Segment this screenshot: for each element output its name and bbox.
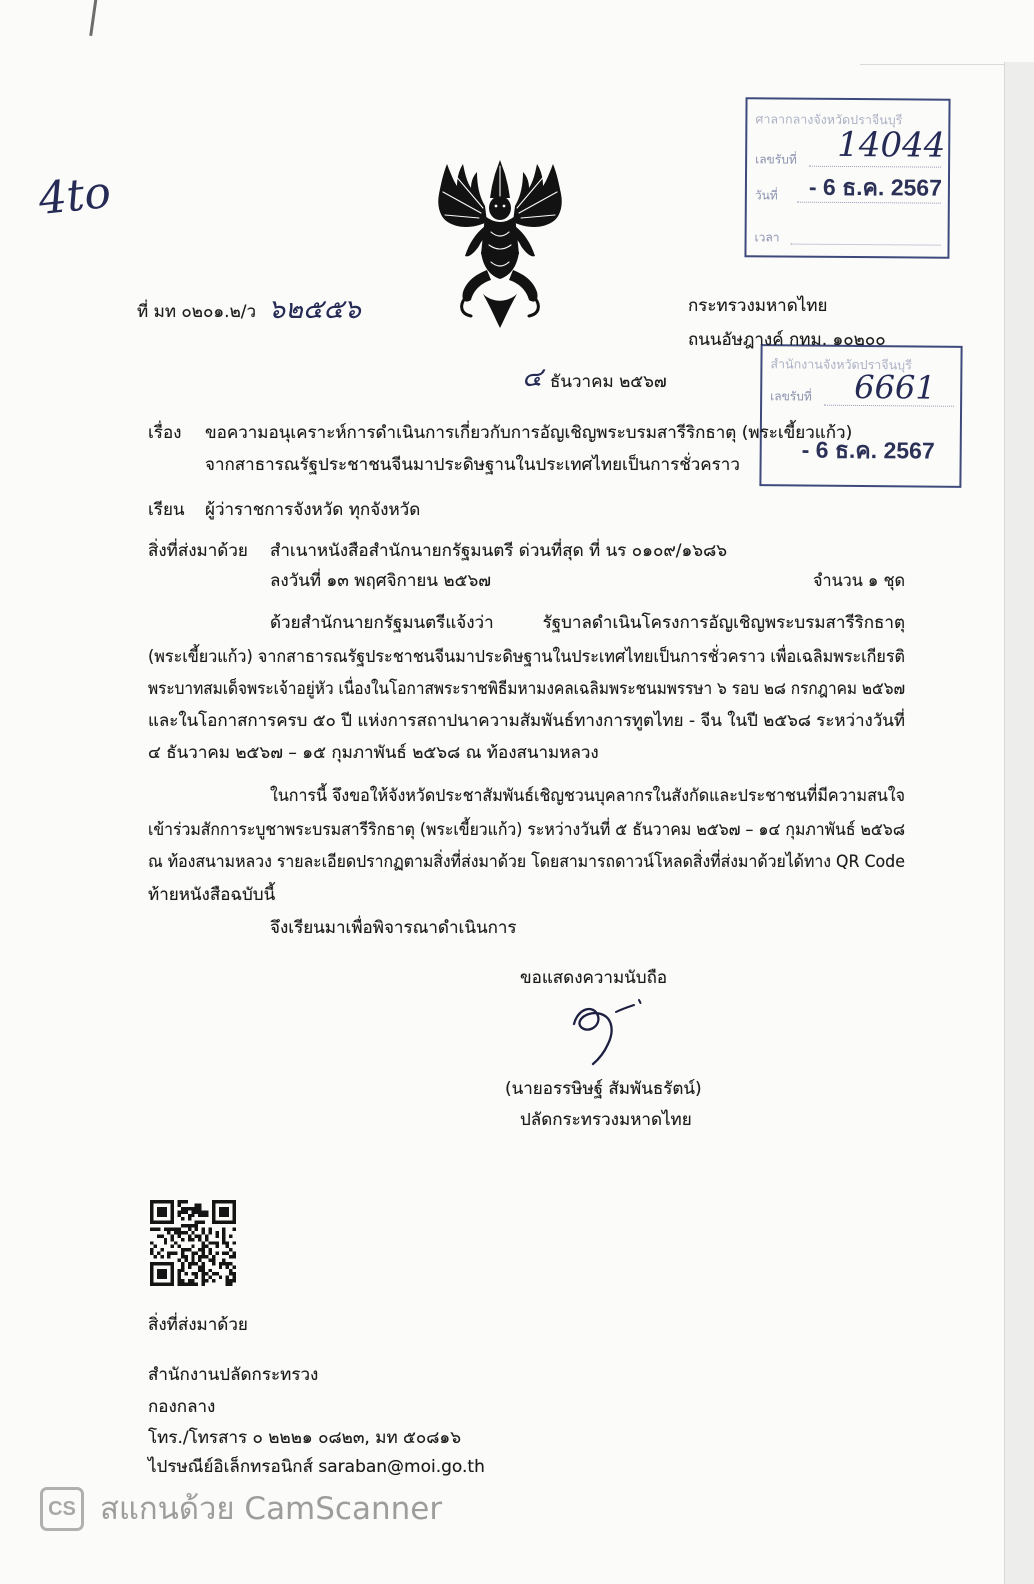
signatory-title: ปลัดกระทรวงมหาดไทย [520,1110,692,1130]
stamp-received-date: - 6 ธ.ค. 2567 [801,436,935,464]
enclosure-label: สิ่งที่ส่งมาด้วย [148,541,248,561]
stamp-received-date: - 6 ธ.ค. 2567 [808,173,943,201]
body-paragraph-2-line: ในการนี้ จึงขอให้จังหวัดประชาสัมพันธ์เชิญชวนบุคลากรในสังกัดและประชาชนที่มีความสนใจ [270,786,905,806]
paper-edge-top-left [89,0,98,36]
body-paragraph-1-line: ๔ ธันวาคม ๒๕๖๗ – ๑๕ กุมภาพันธ์ ๒๕๖๘ ณ ท้องสนามหลวง [148,743,599,763]
closing-request: จึงเรียนมาเพื่อพิจารณาดำเนินการ [270,918,517,938]
stamp-received-number: 6661 [854,367,936,407]
signatory-name: (นายอรรษิษฐ์ สัมพันธรัตน์) [505,1079,702,1099]
stamp-dotted-line [791,244,941,246]
body-paragraph-1-line: พระบาทสมเด็จพระเจ้าอยู่หัว เนื่องในโอกาสพระราชพิธีมหามงคลเฉลิมพระชนมพรรษา ๖ รอบ ๒๘ กรกฎาคม ๒๕๖๗ [148,679,906,699]
garuda-eye [495,205,498,208]
handwritten-note [30,146,128,235]
footer-division: กองกลาง [148,1397,216,1417]
letter-date-day-handwritten: ๔ [522,362,543,393]
stamp-number-label: เลขรับที่ [755,152,797,167]
stamp-dotted-line [809,166,941,168]
enclosure-line: สำเนาหนังสือสำนักนายกรัฐมนตรี ด่วนที่สุด ที่ นร ๐๑๐๙/๑๖๘๖ [270,541,727,561]
qr-caption: สิ่งที่ส่งมาด้วย [148,1315,248,1335]
subject-line: ขอความอนุเคราะห์การดำเนินการเกี่ยวกับการอัญเชิญพระบรมสารีริกธาตุ (พระเขี้ยวแก้ว) [205,423,853,443]
paper-edge-right [1004,62,1034,1584]
camscanner-watermark-text: สแกนด้วย CamScanner [100,1491,443,1527]
garuda-right-wing [513,164,562,227]
garuda-eye [503,205,506,208]
ministry-address: ถนนอัษฎางค์ กทม. ๑๐๒๐๐ [688,330,886,350]
salutation-label: เรียน [148,500,185,520]
garuda-head [489,196,511,220]
body-paragraph-1-line: (พระเขี้ยวแก้ว) จากสาธารณรัฐประชาชนจีนมาประดิษฐานในประเทศไทยเป็นการชั่วคราว เพื่อเฉลิมพระเกียรติ [148,647,906,667]
footer-phone: โทร./โทรสาร ๐ ๒๒๒๑ ๐๘๒๓, มท ๕๐๘๑๖ [148,1428,461,1448]
footer-department: สำนักงานปลัดกระทรวง [148,1365,319,1385]
handwritten-signature [566,996,650,1068]
paper-edge-top [860,64,1004,65]
letter-date: ธันวาคม ๒๕๖๗ [550,372,667,392]
signature-dot [639,1000,641,1003]
stamp-office-name: สำนักงานจังหวัดปราจีนบุรี [770,356,912,373]
receipt-stamp-provincial-hall [744,97,950,258]
handwritten-note-text: 4to [36,166,114,226]
body-paragraph-2-line: ท้ายหนังสือฉบับนี้ [148,885,276,905]
body-paragraph-1-line: และในโอกาสการครบ ๕๐ ปี แห่งการสถาปนาความสัมพันธ์ทางการทูตไทย - จีน ในปี ๒๕๖๘ ระหว่างวันที่ [148,711,906,731]
body-paragraph-2-line: ณ ท้องสนามหลวง รายละเอียดปรากฏตามสิ่งที่ส่งมาด้วย โดยสามารถดาวน์โหลดสิ่งที่ส่งมาด้วยได้ทาง QR Code [148,852,905,872]
garuda-tail [483,294,517,328]
stamp-office-name: ศาลากลางจังหวัดปราจีนบุรี [755,111,903,128]
signature-dash [616,1005,634,1012]
reference-number-handwritten: ๖๒๕๕๖ [268,294,361,325]
qr-code [150,1200,236,1286]
signature-stroke [574,1009,612,1064]
garuda-left-wing [438,164,487,227]
stamp-date-label: วันที่ [754,188,778,203]
ministry-name: กระทรวงมหาดไทย [688,296,828,316]
salutation-recipient: ผู้ว่าราชการจังหวัด ทุกจังหวัด [205,500,421,520]
stamp-received-number: 14044 [837,124,946,166]
complimentary-closing: ขอแสดงความนับถือ [520,968,668,988]
enclosure-quantity: จำนวน ๑ ชุด [813,571,905,591]
stamp-time-label: เวลา [754,230,780,245]
camscanner-logo-icon: CS [40,1487,84,1531]
footer-email: ไปรษณีย์อิเล็กทรอนิกส์ saraban@moi.go.th [148,1457,485,1477]
subject-label: เรื่อง [148,423,182,443]
reference-label: ที่ มท ๐๒๐๑.๒/ว [137,302,257,322]
subject-line: จากสาธารณรัฐประชาชนจีนมาประดิษฐานในประเทศไทยเป็นการชั่วคราว [205,455,740,475]
stamp-number-label: เลขรับที่ [770,389,812,404]
garuda-emblem [435,158,565,330]
body-paragraph-1-line: ด้วยสำนักนายกรัฐมนตรีแจ้งว่า รัฐบาลดำเนินโครงการอัญเชิญพระบรมสารีริกธาตุ [270,613,905,633]
stamp-dotted-line [797,202,941,204]
qr-code-modules [150,1200,236,1286]
enclosure-line: ลงวันที่ ๑๓ พฤศจิกายน ๒๕๖๗ [270,571,492,591]
body-paragraph-2-line: เข้าร่วมสักการะบูชาพระบรมสารีริกธาตุ (พระเขี้ยวแก้ว) ระหว่างวันที่ ๕ ธันวาคม ๒๕๖๗ – ๑๔ กุมภาพันธ์ ๒๕๖๘ [148,820,906,840]
